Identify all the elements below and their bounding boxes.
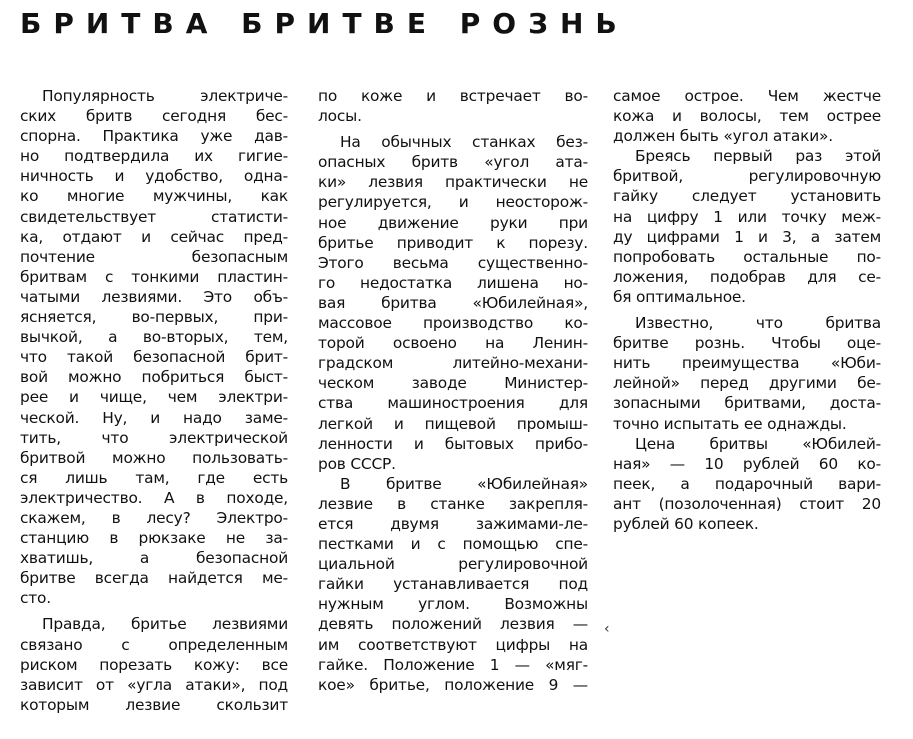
text-line: ко многие мужчины, как <box>20 187 288 206</box>
text-line: хватишь, а безопасной <box>20 549 288 568</box>
text-line: ложения, подобрав для се- <box>613 267 881 286</box>
text-line: бритве всегда найдется ме- <box>20 569 288 588</box>
text-line: точно испытать ее однажды. <box>613 414 847 433</box>
text-line: го недостатка лишена но- <box>318 273 588 292</box>
text-line: почтение безопасным <box>20 247 288 266</box>
text-line: Бреясь первый раз этой <box>635 147 881 166</box>
text-line: гайки устанавливается под <box>318 575 588 594</box>
text-line: ясняется, во-первых, при- <box>20 308 288 327</box>
text-line: зопасными бритвами, доста- <box>613 394 881 413</box>
text-line: бритве рознь. Чтобы оце- <box>613 334 881 353</box>
text-line: риском порезать кожу: все <box>20 655 288 674</box>
article-column-3 <box>613 86 881 534</box>
text-line: ная» — 10 рублей 60 ко- <box>613 454 881 473</box>
text-line: лейной» перед другими бе- <box>613 374 881 393</box>
text-line: ничность и удобство, одна- <box>20 167 288 186</box>
text-line: легкой и пищевой промыш- <box>318 414 588 433</box>
text-line: гайке. Положение 1 — «мяг- <box>318 655 588 674</box>
text-line: Известно, что бритва <box>635 314 881 333</box>
text-line: нужным углом. Возможны <box>318 595 588 614</box>
text-line: самое острое. Чем жестче <box>613 87 881 105</box>
text-line: бя оптимальное. <box>613 287 746 306</box>
text-line: электричество. А в походе, <box>20 488 288 507</box>
text-line: ских бритв сегодня бес- <box>20 107 288 126</box>
text-line: им соответствуют цифры на <box>318 635 588 654</box>
text-line: опасных бритв «угол ата- <box>318 153 588 172</box>
text-line: вая бритва «Юбилейная», <box>318 293 588 312</box>
text-line: На обычных станках без- <box>340 133 588 152</box>
text-line: гайку следует установить <box>613 187 881 206</box>
text-line: вычкой, а во-вторых, тем, <box>20 328 288 347</box>
text-line: пестками и с помощью спе- <box>318 535 588 554</box>
text-line: ант (позолоченная) стоит 20 <box>613 494 881 513</box>
text-line: В бритве «Юбилейная» <box>340 474 588 493</box>
text-line: что такой безопасной брит- <box>20 348 288 367</box>
text-line: Этого весьма существенно- <box>318 253 588 272</box>
text-line: Популярность электриче- <box>42 87 288 105</box>
text-line: массовое производство ко- <box>318 314 588 333</box>
text-line: девять положений лезвия — <box>318 615 588 634</box>
text-line: регулируется, и неосторож- <box>318 193 588 212</box>
text-line: ка, отдают и сейчас пред- <box>20 227 288 246</box>
text-line: Правда, бритье лезвиями <box>42 615 288 634</box>
article-column-2 <box>318 86 588 695</box>
text-line: рее и чище, чем электри- <box>20 388 288 407</box>
text-line: кожа и волосы, тем острее <box>613 107 881 126</box>
text-line: Цена бритвы «Юбилей- <box>635 434 881 453</box>
text-line: ся лишь там, где есть <box>20 468 288 487</box>
text-line: бритвой, регулировочную <box>613 167 881 186</box>
text-line: пеек, а подарочный вари- <box>613 474 881 493</box>
text-line: кое» бритье, положение 9 — <box>318 675 588 694</box>
text-line: сто. <box>20 589 51 608</box>
text-line: торой освоено на Ленин- <box>318 334 588 353</box>
text-line: вой можно побриться быст- <box>20 368 288 387</box>
text-line: бритвам с тонкими пластин- <box>20 267 288 286</box>
text-line: нить преимущества «Юби- <box>613 354 881 373</box>
article-column-1 <box>20 86 288 715</box>
article-title: БРИТВА БРИТВЕ РОЗНЬ <box>20 7 629 40</box>
text-line: ется двумя зажимами-ле- <box>318 514 588 533</box>
text-line: скажем, в лесу? Электро- <box>20 508 288 527</box>
text-line: ное движение руки при <box>318 213 588 232</box>
text-line: тить, что электрической <box>20 428 288 447</box>
text-line: ду цифрами 1 и 3, а затем <box>613 227 881 246</box>
text-line: ческом заводе Министер- <box>318 374 588 393</box>
text-line: лезвие в станке закрепля- <box>318 494 588 513</box>
text-line: спорна. Практика уже дав- <box>20 127 288 146</box>
text-line: бритвой можно пользовать- <box>20 448 288 467</box>
text-line: попробовать остальные по- <box>613 247 881 266</box>
text-line: ров СССР. <box>318 454 396 473</box>
text-line: по коже и встречает во- <box>318 87 588 105</box>
text-line: зависит от «угла атаки», под <box>20 675 288 694</box>
text-line: ческой. Ну, и надо заме- <box>20 408 288 427</box>
text-line: рублей 60 копеек. <box>613 514 759 533</box>
text-line: ленности и бытовых прибо- <box>318 434 588 453</box>
text-line: свидетельствует статисти- <box>20 207 288 226</box>
text-line: чатыми лезвиями. Это объ- <box>20 287 288 306</box>
print-mark: ‹ <box>604 621 610 637</box>
text-line: циальной регулировочной <box>318 555 588 574</box>
text-line: ки» лезвия практически не <box>318 173 588 192</box>
text-line: которым лезвие скользит <box>20 695 288 714</box>
text-line: но подтвердила их гигие- <box>20 147 288 166</box>
text-line: бритье приводит к порезу. <box>318 233 588 252</box>
text-line: связано с определенным <box>20 635 288 654</box>
text-line: должен быть «угол атаки». <box>613 127 833 146</box>
text-line: ства машиностроения для <box>318 394 588 413</box>
text-line: на цифру 1 или точку меж- <box>613 207 881 226</box>
text-line: лосы. <box>318 107 362 126</box>
text-line: градском литейно-механи- <box>318 354 588 373</box>
text-line: станцию в рюкзаке не за- <box>20 529 288 548</box>
